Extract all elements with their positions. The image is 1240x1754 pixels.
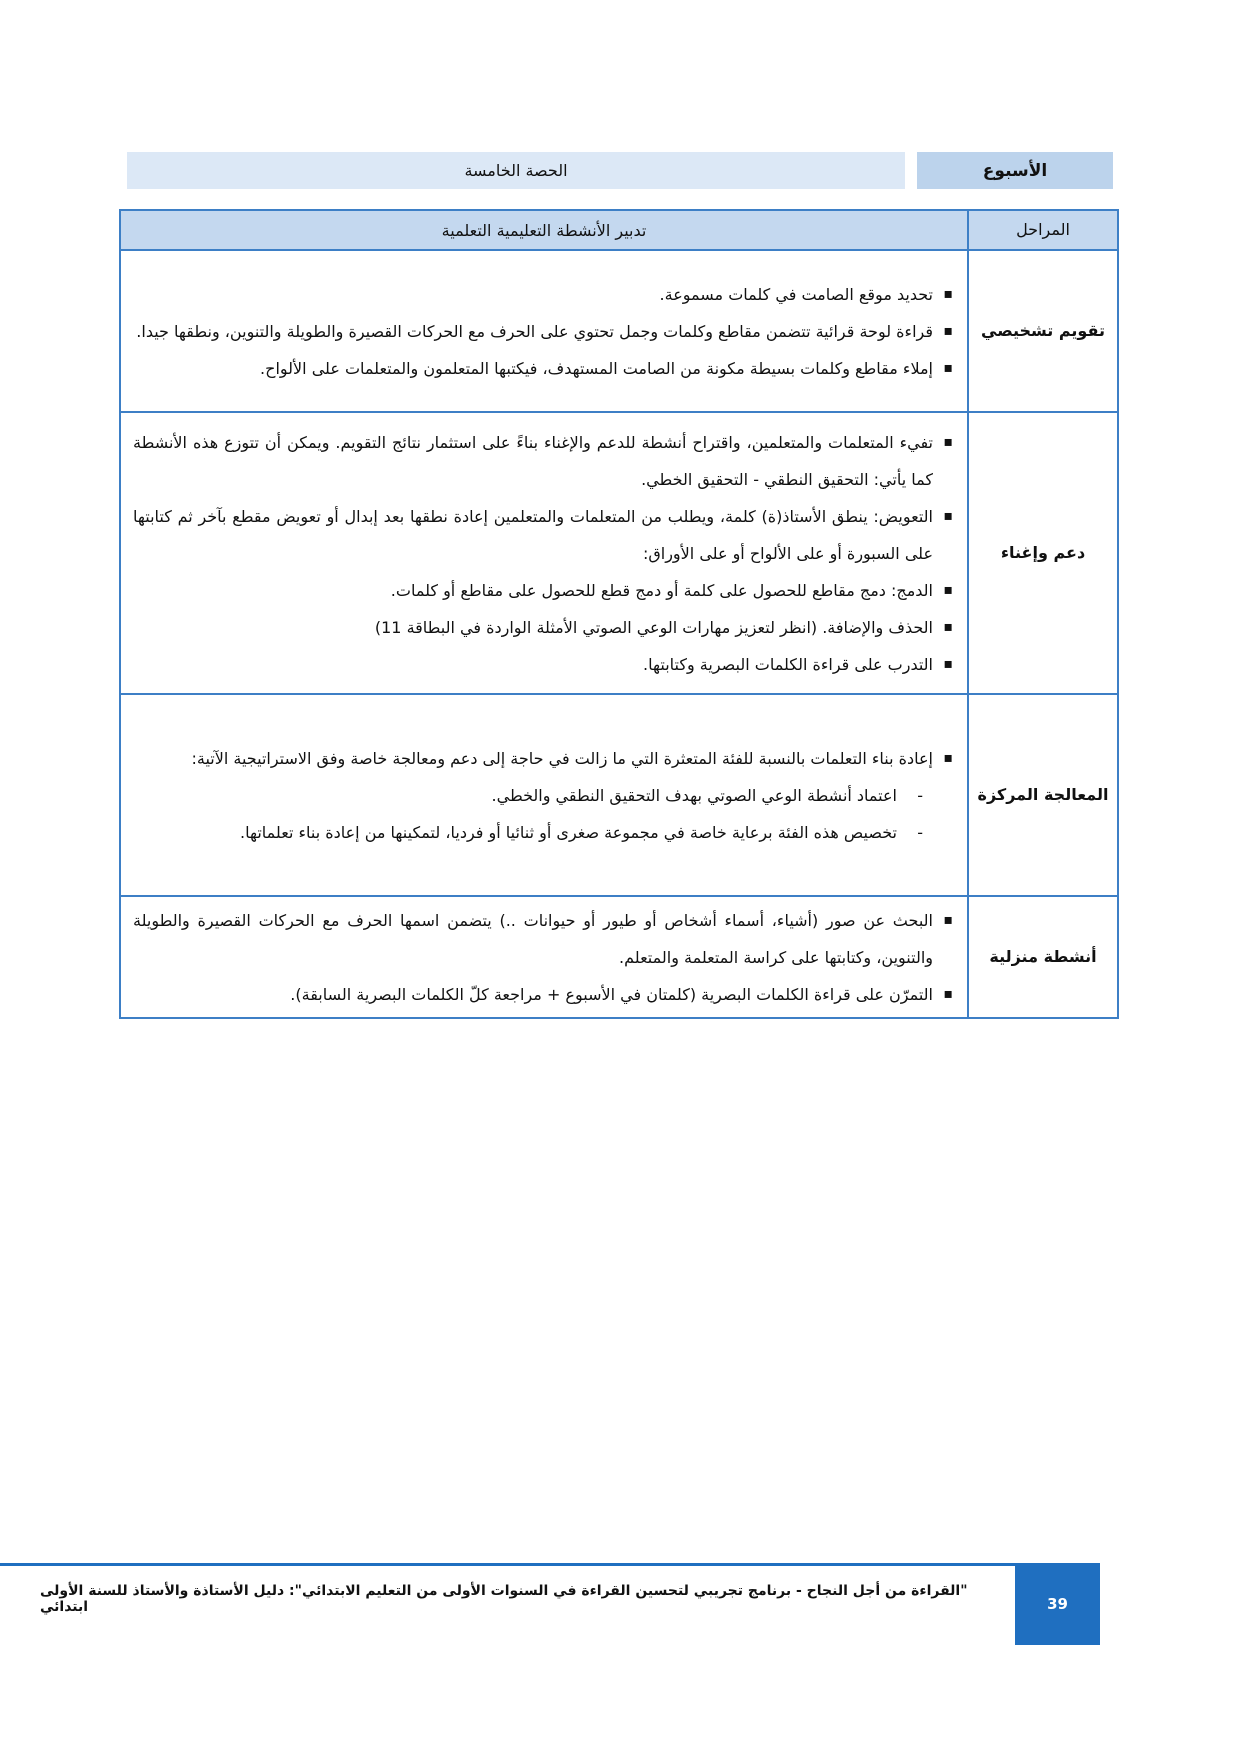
table-row	[120, 896, 1118, 1018]
stage-cell: المعالجة المركزة	[968, 694, 1118, 896]
list-item: ▪ تحديد موقع الصامت في كلمات مسموعة.	[133, 276, 955, 313]
column-header-activities: تدبير الأنشطة التعليمية التعلمية	[120, 210, 968, 250]
activities-cell	[120, 250, 968, 412]
session-label: الحصة الخامسة	[127, 152, 905, 189]
column-header-stages: المراحل	[968, 210, 1118, 250]
list-item: ▪ الدمج: دمج مقاطع للحصول على كلمة أو دمج قطع للحصول على مقاطع أو كلمات.	[133, 572, 955, 609]
activities-cell	[120, 412, 968, 694]
activities-cell	[120, 896, 968, 1018]
list-item: ▪ التعويض: ينطق الأستاذ(ة) كلمة، ويطلب من المتعلمات والمتعلمين إعادة نطقها بعد إبدال أو تعويض مقطع بآخر ثم كتابتها على السبورة أو على الألواح أو على الأوراق:	[133, 498, 955, 572]
list-item: ▪ الحذف والإضافة. (انظر لتعزيز مهارات الوعي الصوتي الأمثلة الواردة في البطاقة 11)	[133, 609, 955, 646]
page-number: 39	[1015, 1563, 1100, 1645]
stage-cell: دعم وإغناء	[968, 412, 1118, 694]
list-item: ▪ التمرّن على قراءة الكلمات البصرية (كلمتان في الأسبوع + مراجعة كلّ الكلمات البصرية السابقة).	[133, 976, 955, 1013]
list-item: ▪ البحث عن صور (أشياء، أسماء أشخاص أو طيور أو حيوانات ..) يتضمن اسمها الحرف مع الحركات القصيرة والطويلة والتنوين، وكتابتها على كراسة المتعلمة والمتعلم.	[133, 902, 955, 976]
footer-divider	[0, 1563, 1100, 1566]
activities-table	[119, 209, 1119, 1019]
table-row	[120, 412, 1118, 694]
stage-cell: أنشطة منزلية	[968, 896, 1118, 1018]
week-label: الأسبوع	[917, 152, 1113, 189]
list-item: ▪ إملاء مقاطع وكلمات بسيطة مكونة من الصامت المستهدف، فيكتبها المتعلمون والمتعلمات على الألواح.	[133, 350, 955, 387]
header-strip	[127, 152, 1113, 189]
table-row	[120, 250, 1118, 412]
table-row	[120, 694, 1118, 896]
list-item: - تخصيص هذه الفئة برعاية خاصة في مجموعة صغرى أو ثنائيا أو فرديا، لتمكينها من إعادة بناء تعلماتها.	[133, 814, 927, 851]
activities-cell	[120, 694, 968, 896]
list-item: ▪ إعادة بناء التعلمات بالنسبة للفئة المتعثرة التي ما زالت في حاجة إلى دعم ومعالجة خاصة وفق الاستراتيجية الآتية:	[133, 740, 955, 777]
footer-text: "القراءة من أجل النجاح - برنامج تجريبي لتحسين القراءة في السنوات الأولى من التعليم الابتدائي": دليل الأستاذة والأستاذ للسنة الأولى ابتدائي	[40, 1583, 968, 1615]
list-item: ▪ التدرب على قراءة الكلمات البصرية وكتابتها.	[133, 646, 955, 683]
list-item: ▪ تفيء المتعلمات والمتعلمين، واقتراح أنشطة للدعم والإغناء بناءً على استثمار نتائج التقويم. ويمكن أن تتوزع هذه الأنشطة كما يأتي: التحقيق النطقي - التحقيق الخطي.	[133, 424, 955, 498]
stage-cell: تقويم تشخيصي	[968, 250, 1118, 412]
list-item: - اعتماد أنشطة الوعي الصوتي بهدف التحقيق النطقي والخطي.	[133, 777, 927, 814]
list-item: ▪ قراءة لوحة قرائية تتضمن مقاطع وكلمات وجمل تحتوي على الحرف مع الحركات القصيرة والطويلة والتنوين، ونطقها جيدا.	[133, 313, 955, 350]
